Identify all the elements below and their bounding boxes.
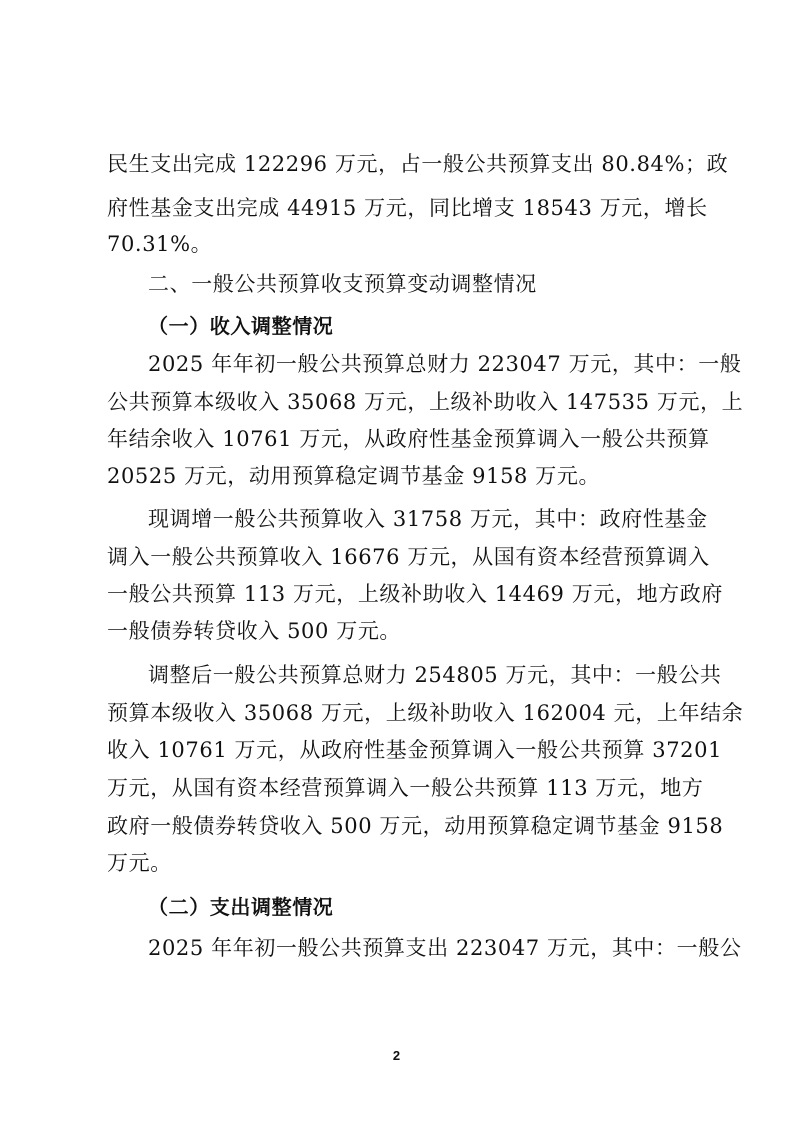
- body-text-line: 政府一般债券转贷收入 500 万元，动用预算稳定调节基金 9158: [107, 814, 724, 838]
- body-text-line: 调整后一般公共预算总财力 254805 万元，其中：一般公共: [148, 663, 722, 687]
- body-text-line: 收入 10761 万元，从政府性基金预算调入一般公共预算 37201: [107, 738, 723, 762]
- body-text-line: 调入一般公共预算收入 16676 万元，从国有资本经营预算调入: [107, 545, 710, 569]
- subsection-heading-income: （一）收入调整情况: [148, 314, 334, 338]
- body-text-line: 70.31%。: [107, 232, 213, 256]
- body-text-line: 2025 年年初一般公共预算总财力 223047 万元，其中：一般: [148, 352, 742, 376]
- body-text-line: 府性基金支出完成 44915 万元，同比增支 18543 万元，增长: [107, 196, 708, 220]
- body-text-line: 一般债券转贷收入 500 万元。: [107, 619, 402, 643]
- page-number: 2: [392, 1048, 401, 1063]
- body-text-line: 预算本级收入 35068 万元，上级补助收入 162004 元，上年结余: [107, 701, 744, 725]
- subsection-heading-expenditure: （二）支出调整情况: [148, 895, 334, 919]
- body-text-line: 现调增一般公共预算收入 31758 万元，其中：政府性基金: [148, 507, 708, 531]
- body-text-line: 2025 年年初一般公共预算支出 223047 万元，其中：一般公: [148, 936, 742, 960]
- body-text-line: 公共预算本级收入 35068 万元，上级补助收入 147535 万元，上: [107, 390, 744, 414]
- section-heading: 二、一般公共预算收支预算变动调整情况: [148, 272, 537, 296]
- body-text-line: 民生支出完成 122296 万元，占一般公共预算支出 80.84%；政: [107, 152, 729, 176]
- body-text-line: 年结余收入 10761 万元，从政府性基金预算调入一般公共预算: [107, 427, 710, 451]
- body-text-line: 万元。: [107, 851, 172, 875]
- body-text-line: 一般公共预算 113 万元，上级补助收入 14469 万元，地方政府: [107, 582, 723, 606]
- body-text-line: 万元，从国有资本经营预算调入一般公共预算 113 万元，地方: [107, 776, 704, 800]
- body-text-line: 20525 万元，动用预算稳定调节基金 9158 万元。: [107, 464, 601, 488]
